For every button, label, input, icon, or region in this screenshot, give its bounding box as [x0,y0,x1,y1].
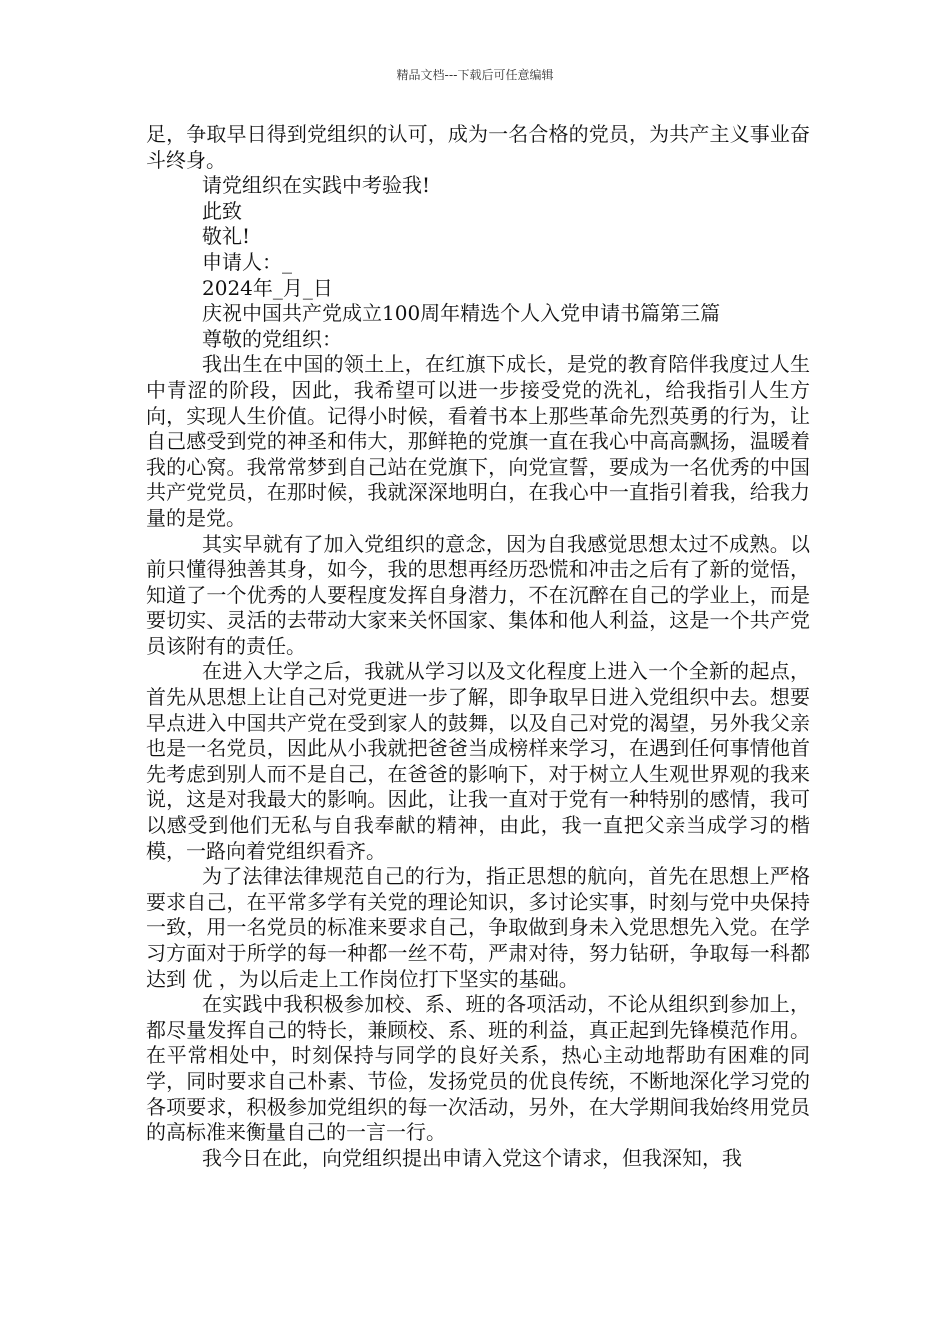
body-paragraph: 我出生在中国的领土上，在红旗下成长，是党的教育陪伴我度过人生中青涩的阶段，因此，我希望可以进一步接受党的洗礼，给我指引人生方向，实现人生价值。记得小时候，看着书本上那些革命先烈英勇的行为，让自己感受到党的神圣和伟大，那鲜艳的党旗一直在我心中高高飘扬，温暖着我的心窝。我常常梦到自己站在党旗下，向党宣誓，要成为一名优秀的中国共产党党员，在那时候，我就深深地明白，在我心中一直指引着我，给我力量的是党。 [146,352,810,530]
applicant-line: 申请人：_ [202,249,292,274]
salutation-line-1: 此致 [202,198,242,223]
body-paragraph: 我今日在此，向党组织提出申请入党这个请求，但我深知，我 [202,1145,742,1170]
body-paragraph: 其实早就有了加入党组织的意念，因为自我感觉思想太过不成熟。以前只懂得独善其身，如今，我的思想再经历恐慌和冲击之后有了新的觉悟，知道了一个优秀的人要程度发挥自身潜力，不在沉醉在自己的学业上，而是要切实、灵活的去带动大家来关怀国家、集体和他人利益，这是一个共产党员该附有的责任。 [146,531,810,658]
section-title: 庆祝中国共产党成立100周年精选个人入党申请书篇第三篇 [202,301,721,326]
body-paragraph: 在进入大学之后，我就从学习以及文化程度上进入一个全新的起点，首先从思想上让自己对党更进一步了解，即争取早日进入党组织中去。想要早点进入中国共产党在受到家人的鼓舞，以及自己对党的渴望，另外我父亲也是一名党员，因此从小我就把爸爸当成榜样来学习，在遇到任何事情他首先考虑到别人而不是自己，在爸爸的影响下，对于树立人生观世界观的我来说，这是对我最大的影响。因此，让我一直对于党有一种特别的感情，我可以感受到他们无私与自我奉献的精神，由此，我一直把父亲当成学习的楷模，一路向着党组织看齐。 [146,659,810,863]
salutation-line-2: 敬礼! [202,224,251,249]
page-header: 精品文档---下载后可任意编辑 [396,68,554,82]
date-line: 2024年_月_日 [202,275,333,300]
opening-fragment: 足，争取早日得到党组织的认可，成为一名合格的党员，为共产主义事业奋斗终身。 [146,122,810,172]
closing-request: 请党组织在实践中考验我! [202,173,431,198]
document-body [146,122,810,1171]
body-paragraph: 在实践中我积极参加校、系、班的各项活动，不论从组织到参加上，都尽量发挥自己的特长，兼顾校、系、班的利益，真正起到先锋模范作用。在平常相处中，时刻保持与同学的良好关系，热心主动地帮助有困难的同学，同时要求自己朴素、节俭，发扬党员的优良传统，不断地深化学习党的各项要求，积极参加党组织的每一次活动，另外，在大学期间我始终用党员的高标准来衡量自己的一言一行。 [146,992,810,1145]
body-paragraph: 为了法律法律规范自己的行为，指正思想的航向，首先在思想上严格要求自己，在平常多学有关党的理论知识，多讨论实事，时刻与党中央保持一致，用一名党员的标准来要求自己，争取做到身未入党思想先入党。在学习方面对于所学的每一种都一丝不苟，严肃对待，努力钻研，争取每一科都达到 优 ，为以后走上工作岗位打下坚实的基础。 [146,864,810,991]
greeting: 尊敬的党组织： [202,326,342,351]
